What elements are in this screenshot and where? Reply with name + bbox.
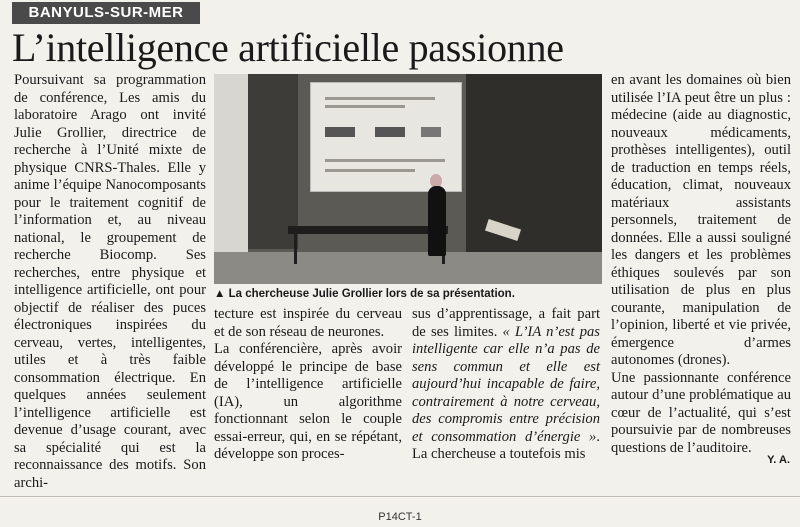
- quote: « L’IA n’est pas intelligente car elle n’a pas de sens commun et elle est aujourd’hui incapable de faire, contrairement à notre cerveau, des compromis entre précision et consommation d’énergie »: [412, 323, 600, 445]
- speaker-figure: [428, 186, 446, 256]
- bottom-rule: [0, 496, 800, 497]
- conference-photo: [214, 74, 602, 284]
- column-1-text: Poursuivant sa programmation de conférence, Les amis du laboratoire Arago ont invité Julie Grollier, directrice de recherche à l’Unité mixte de physique CNRS-Thales. Elle y anime l’équipe Nanocomposants pour le traitement cognitif de l’information et, au niveau national, le groupement de recherche Biocomp. Ses recherches, entre physique et intelligence artificielle, ont pour objectif de réaliser des puces électroniques inspirées du cerveau, vertes, intelligentes, utiles et à très faible consommation électrique. En quelques années seulement l’intelligence artificielle est devenue d’usage courant, avec sa spécialité qui est la reconnaissance des motifs. Son archi-: [14, 72, 206, 491]
- author-signature: Y. A.: [767, 454, 790, 466]
- column-4-text-b: Une passionnante conférence autour d’une problématique au cœur de l’actualité, qui s’est poursuivie par de nombreuses questions de l’auditoire.: [611, 369, 791, 456]
- article-column-3: [412, 306, 600, 464]
- article-column-1: [14, 72, 206, 492]
- section-kicker: BANYULS-SUR-MER: [12, 2, 200, 24]
- column-2-text-a: tecture est inspirée du cerveau et de son réseau de neurones.: [214, 306, 402, 340]
- article-column-2: [214, 306, 402, 464]
- article-title: L’intelligence artificielle passionne: [12, 25, 564, 70]
- article-column-4: [611, 72, 791, 457]
- page-code: P14CT-1: [378, 511, 422, 523]
- column-4-text-a: en avant les domaines où bien utilisée l’IA peut être un plus : médecine (aide au diagnostic, nouveaux médicaments, prothèses intelligentes), outil de traduction en temps réels, éducation, climat, nouveaux matériaux assistants personnels, traitement de données. Elle a aussi souligné les dangers et les problèmes éthiques soulevés par son utilisation de plus en plus courante, manipulation de l’opinion, liberté et vie privée, émergence d’armes autonomes (drones).: [611, 72, 791, 368]
- column-2-text-b: La conférencière, après avoir développé le principe de base de l’intelligence artificielle (IA), un algorithme fonctionnant selon le couple essai-erreur, qui, en se répétant, développe son proces-: [214, 341, 402, 462]
- photo-caption: ▲ La chercheuse Julie Grollier lors de sa présentation.: [214, 288, 515, 300]
- caption-marker: ▲: [214, 288, 229, 300]
- column-3-text: sus d’apprentissage, a fait part de ses limites. « L’IA n’est pas intelligente car elle n’a pas de sens commun et elle est aujourd’hui incapable de faire, contrairement à notre cerveau, des compromis entre précision et consommation d’énergie ». La chercheuse a toutefois mis: [412, 306, 600, 462]
